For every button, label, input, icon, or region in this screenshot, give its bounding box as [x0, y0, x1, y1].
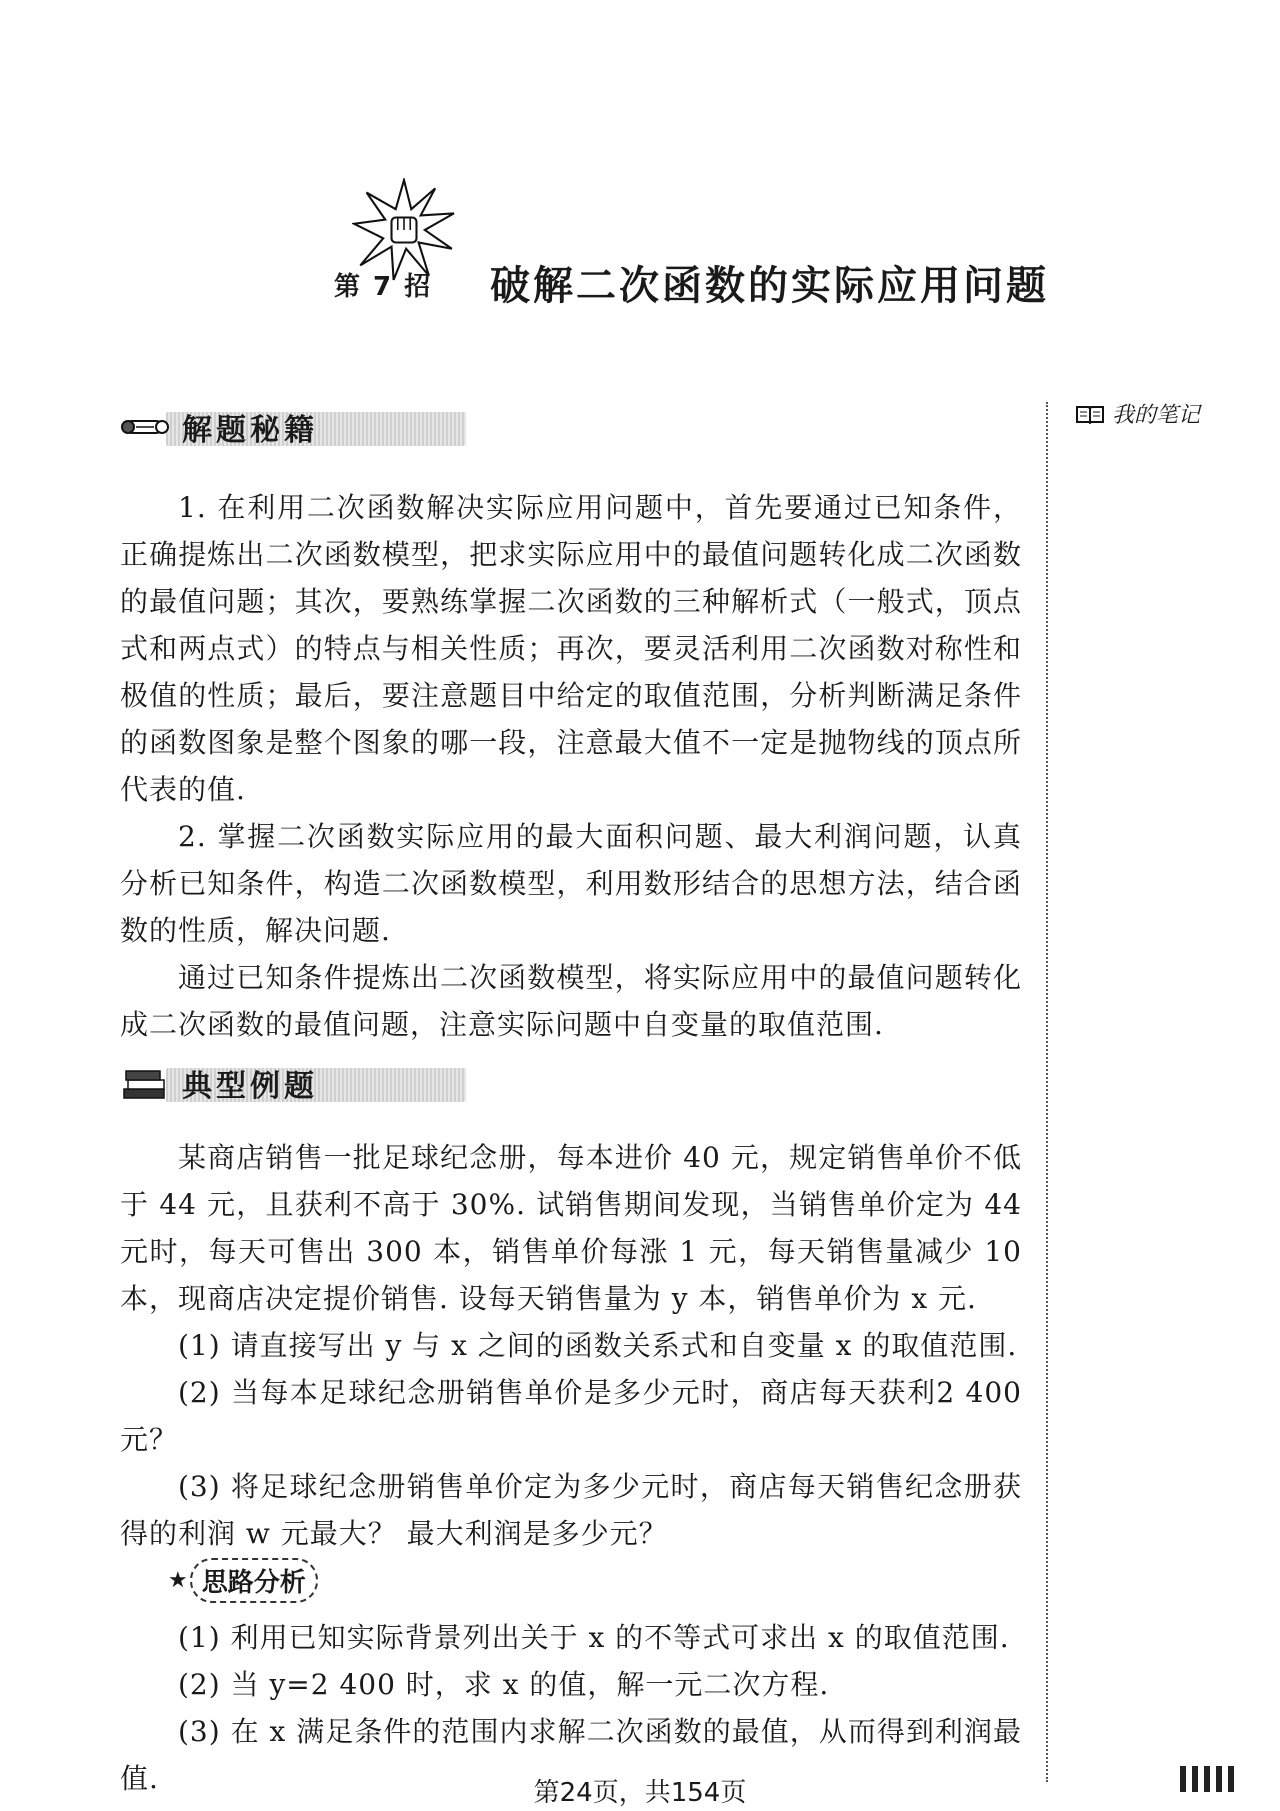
analysis-item-3: (3) 在 x 满足条件的范围内求解二次函数的最值，从而得到利润最值. — [120, 1715, 1022, 1795]
footer-marks — [1180, 1766, 1234, 1792]
tips-paragraph-2: 2. 掌握二次函数实际应用的最大面积问题、最大利润问题，认真分析已知条件，构造二次函数模型，利用数形结合的思想方法，结合函数的性质，解决问题. — [120, 820, 1022, 947]
tips-paragraph-3: 通过已知条件提炼出二次函数模型，将实际应用中的最值问题转化成二次函数的最值问题，注意实际问题中自变量的取值范围. — [120, 961, 1022, 1041]
notes-header — [1076, 398, 1200, 429]
example-question-1: (1) 请直接写出 y 与 x 之间的函数关系式和自变量 x 的取值范围. — [178, 1329, 1018, 1362]
example-text — [120, 1134, 1022, 1557]
section-title: 解题秘籍 — [182, 413, 318, 448]
analysis-item-2: (2) 当 y=2 400 时，求 x 的值，解一元二次方程. — [178, 1668, 830, 1701]
chapter-title: 破解二次函数的实际应用问题 — [490, 263, 1049, 309]
example-question-2: (2) 当每本足球纪念册销售单价是多少元时，商店每天获利2 400元？ — [120, 1376, 1022, 1456]
chapter-number: 第 7 招 — [334, 272, 433, 302]
analysis-item-1: (1) 利用已知实际背景列出关于 x 的不等式可求出 x 的取值范围. — [178, 1621, 1010, 1654]
notes-divider — [1046, 402, 1048, 1782]
page-indicator: 第24页，共154页 — [533, 1778, 747, 1808]
open-book-icon — [1076, 404, 1104, 424]
example-question-3: (3) 将足球纪念册销售单价定为多少元时，商店每天销售纪念册获得的利润 w 元最大？ 最大利润是多少元？ — [120, 1470, 1022, 1550]
books-icon — [120, 1063, 172, 1103]
example-problem: 某商店销售一批足球纪念册，每本进价 40 元，规定销售单价不低于 44 元，且获利不高于 30%. 试销售期间发现，当销售单价定为 44 元时，每天可售出 300 本，销售单价每涨 1 元，每天销售量减少 10 本，现商店决定提价销售. 设每天销售量为 y 本，销售单价为 x 元. — [120, 1141, 1022, 1315]
star-icon: ★ — [168, 1568, 188, 1593]
section-banner-tips — [120, 404, 318, 450]
analysis-title: 思路分析 — [190, 1558, 318, 1603]
tips-paragraph-1: 1. 在利用二次函数解决实际应用问题中，首先要通过已知条件，正确提炼出二次函数模型，把求实际应用中的最值问题转化成二次函数的最值问题；其次，要熟练掌握二次函数的三种解析式（一般式，顶点式和两点式）的特点与相关性质；再次，要灵活利用二次函数对称性和极值的性质；最后，要注意题目中给定的取值范围，分析判断满足条件的函数图象是整个图象的哪一段，注意最大值不一定是抛物线的顶点所代表的值. — [120, 491, 1022, 806]
notes-label: 我的笔记 — [1112, 403, 1201, 428]
tips-text — [120, 484, 1022, 1048]
analysis-tag — [168, 1558, 318, 1603]
scroll-icon — [120, 407, 172, 447]
section-title: 典型例题 — [182, 1069, 318, 1104]
section-banner-examples — [120, 1060, 318, 1106]
